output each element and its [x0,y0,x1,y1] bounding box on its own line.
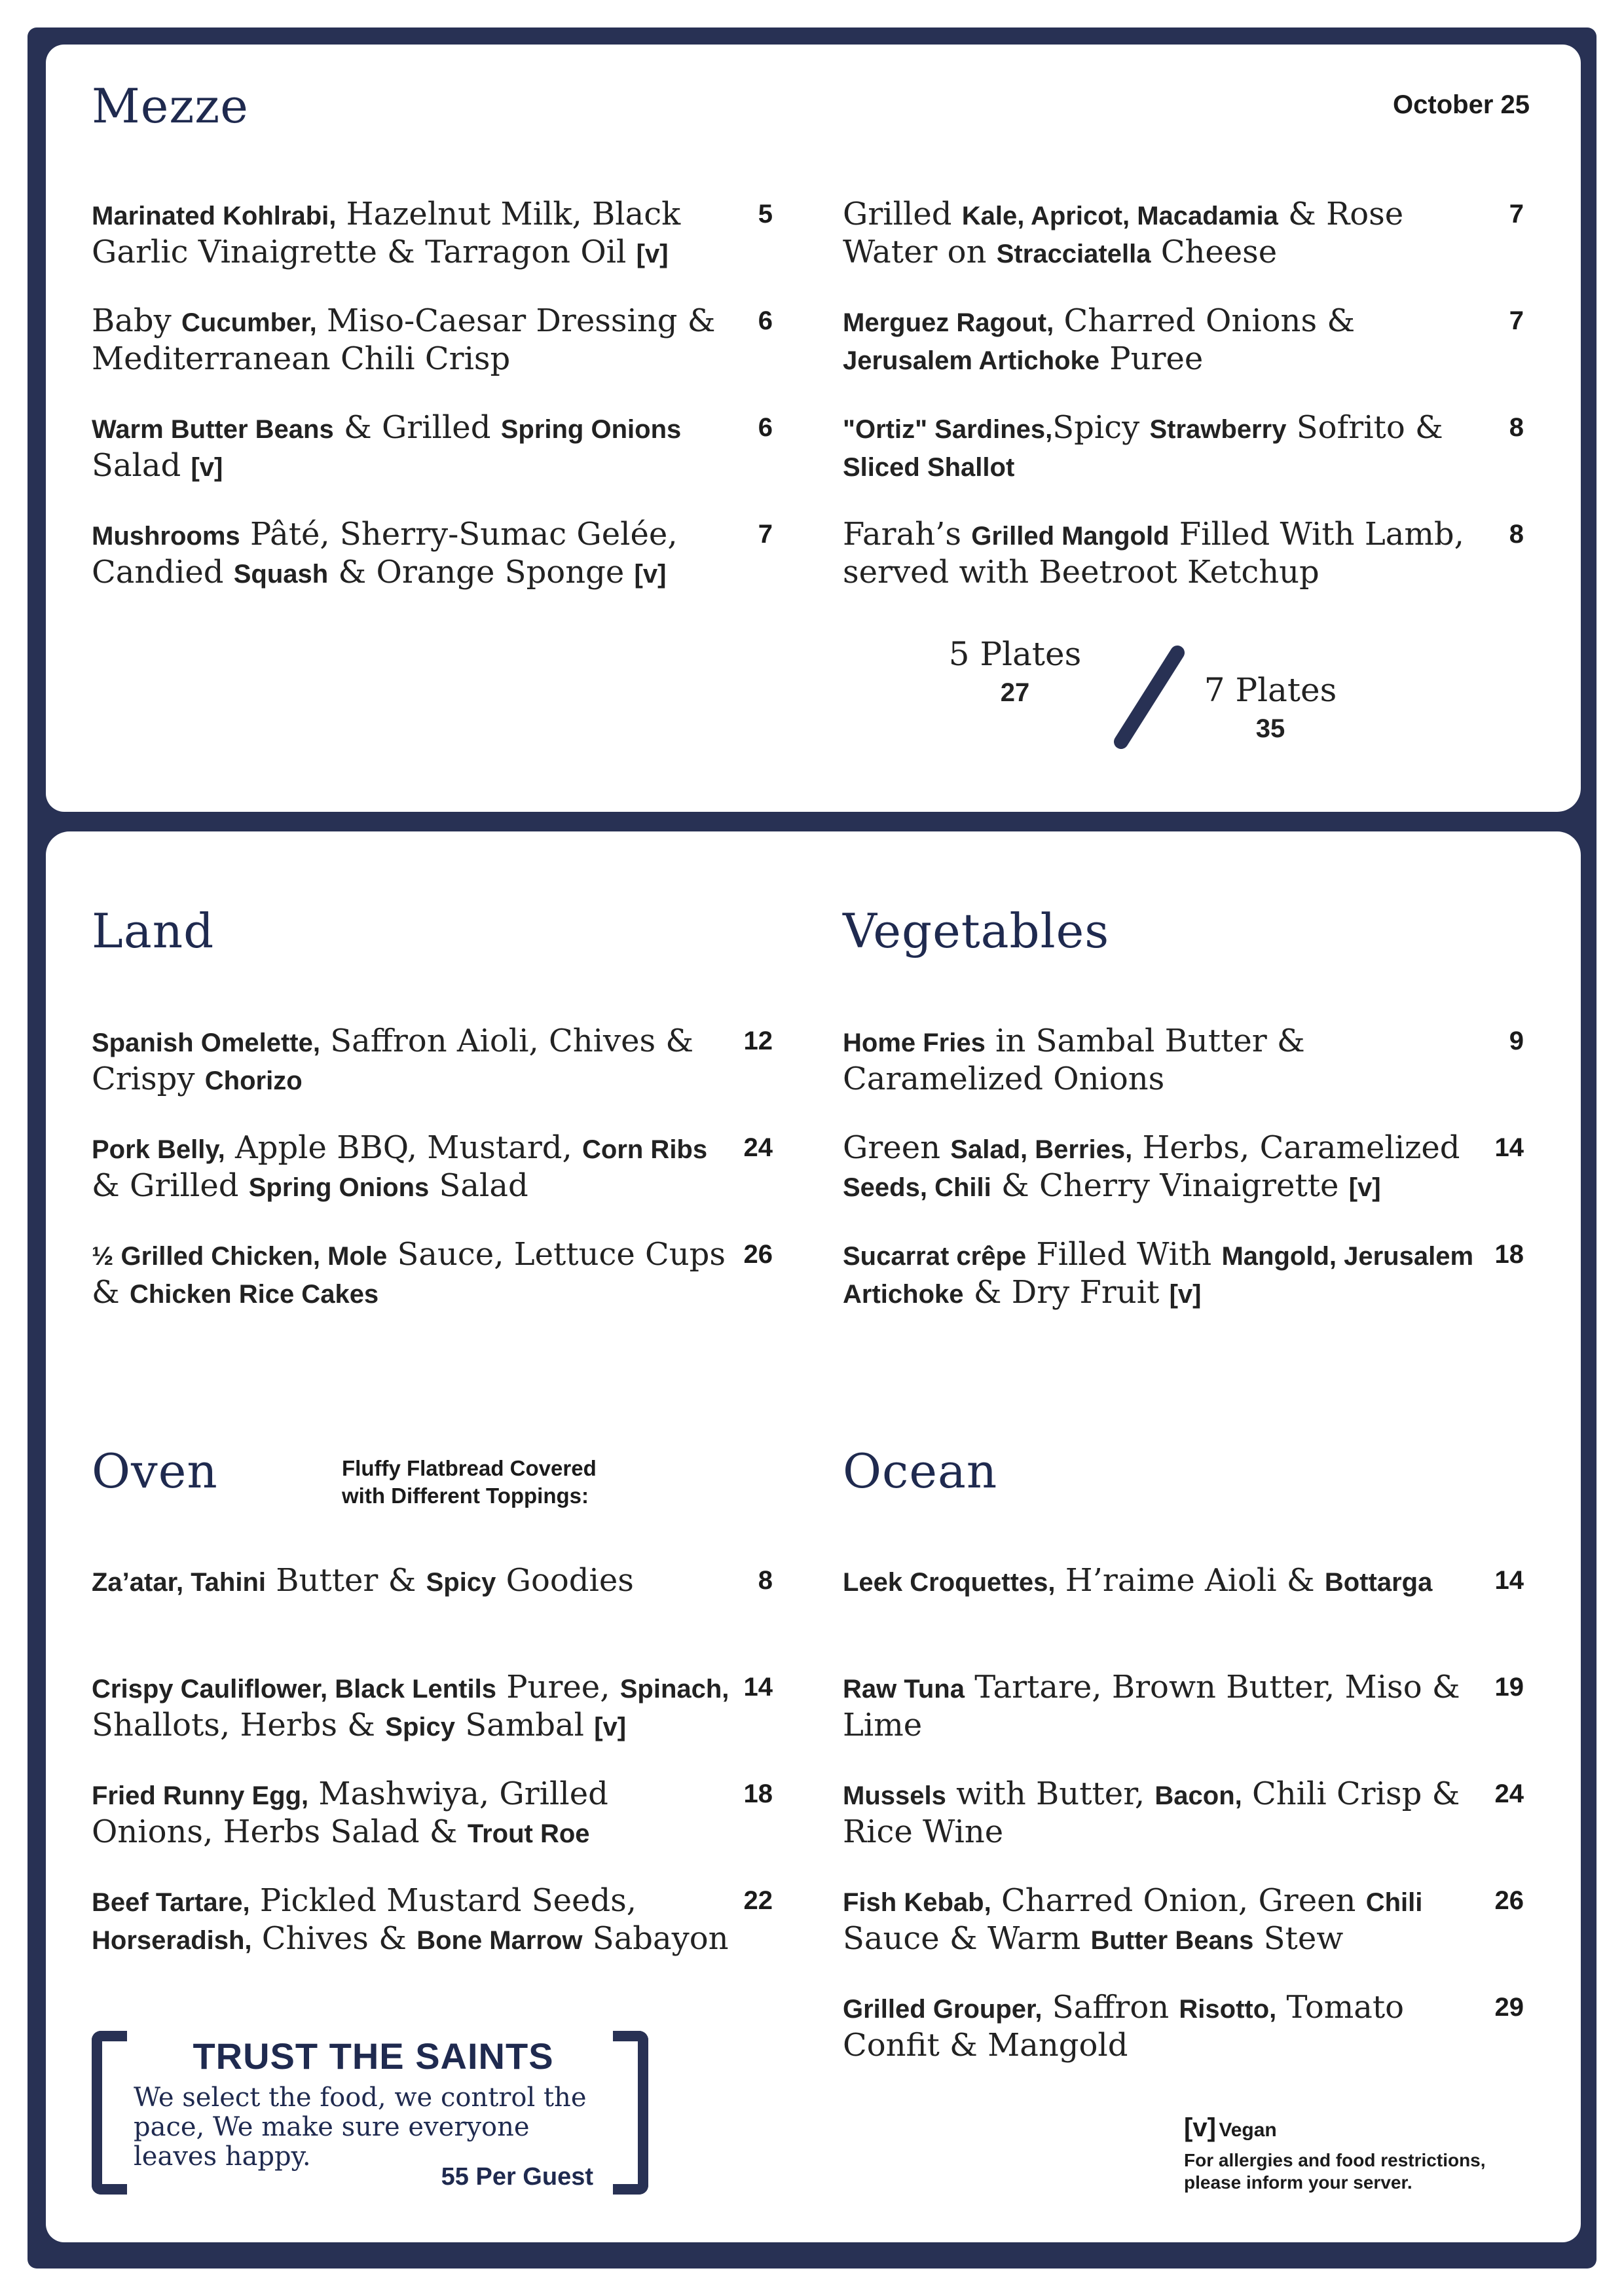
description-segment: Hazelnut Milk, Black Garlic Vinaigrette & Tarragon Oil [92,196,681,270]
description-segment: Trout Roe [467,1819,590,1848]
description-segment: Filled With Lamb, served with Beetroot Ketchup [843,516,1464,591]
menu-item-price: 19 [1494,1673,1524,1702]
description-segment: Apple BBQ, Mustard, [225,1129,582,1166]
description-segment: Grilled Mangold [971,522,1170,551]
menu-item [92,1883,773,1959]
menu-item-description [843,1023,1485,1097]
legend [1184,2113,1538,2194]
menu-item-description [843,1130,1485,1206]
description-segment: & Orange Sponge [328,554,635,591]
menu-item [92,196,773,272]
menu-item-price: 12 [743,1027,773,1055]
description-segment: Charred Onion, Green [991,1882,1366,1919]
menu-item [843,1237,1524,1313]
menu-item-description [843,1237,1485,1313]
description-segment: [v] [191,453,223,482]
menu-item-price: 8 [1509,413,1524,442]
description-segment: Crispy Cauliflower, Black Lentils [92,1675,496,1704]
menu-item-price: 24 [743,1133,773,1162]
menu-item-description [92,1883,733,1959]
description-segment: Mangold, Jerusalem Artichoke [843,1242,1474,1309]
description-segment: Pork Belly, [92,1135,225,1164]
menu-item-price: 26 [1494,1886,1524,1915]
description-segment: Squash [233,560,329,589]
right-bracket-icon [613,2031,648,2195]
description-segment: Tartare, Brown Butter, Miso & Lime [843,1669,1460,1743]
description-segment: Puree, [496,1669,620,1705]
menu-item [92,1130,773,1206]
menu-item-description [92,196,733,272]
description-segment: Shallots, Herbs & [92,1707,386,1743]
menu-item [843,1669,1524,1743]
menu-item-description [843,1776,1485,1850]
menu-item-price: 26 [743,1240,773,1269]
oven-note-line: with Different Toppings: [342,1484,589,1508]
menu-item-price: 7 [758,520,773,549]
menu-item-description [843,517,1485,591]
menu-item [92,410,773,486]
description-segment: Chorizo [204,1066,303,1095]
section-title-ocean: Ocean [843,1444,998,1499]
menu-item [843,1776,1524,1850]
description-segment: Pâté, Sherry-Sumac Gelée, Candied [92,516,678,591]
menu-item-description [843,410,1485,486]
menu-item [92,1776,773,1852]
menu-item-description [92,1023,733,1099]
description-segment: Warm Butter Beans [92,415,334,444]
menu-item-price: 6 [758,306,773,335]
description-segment: Sliced Shallot [843,453,1015,482]
plates-option-5 [943,635,1087,708]
description-segment: Beef Tartare, [92,1888,250,1917]
menu-item-price: 7 [1509,200,1524,228]
description-segment: Grilled Grouper, [843,1995,1043,2024]
description-segment: Stew [1253,1920,1344,1957]
trust-price: 55 Per Guest [441,2163,593,2191]
menu-item-description [92,1669,733,1745]
description-segment: Marinated Kohlrabi, [92,202,337,230]
menu-item-description [843,196,1485,272]
description-segment: Fish Kebab, [843,1888,991,1917]
description-segment: Saffron [1042,1989,1179,2026]
menu-item-price: 18 [1494,1240,1524,1269]
menu-item-description [92,517,733,592]
description-segment: Butter Beans [1090,1926,1254,1955]
description-segment: Chives & [251,1920,417,1957]
menu-item [843,1990,1524,2064]
description-segment: Leek Croquettes, [843,1568,1056,1597]
description-segment: Bottarga [1324,1568,1433,1597]
left-bracket-icon [92,2031,127,2195]
menu-item-description [843,1883,1485,1959]
menu-item-price: 5 [758,200,773,228]
vegan-symbol: [v] [1184,2113,1216,2142]
description-segment: Fried Runny Egg, [92,1781,309,1810]
description-segment: with Butter, [946,1776,1155,1812]
description-segment: Baby [92,302,181,339]
slash-divider-icon [1107,645,1192,750]
menu-item-description [843,1669,1485,1743]
description-segment: & Grilled [92,1167,249,1204]
menu-item [843,1130,1524,1206]
menu-item-price: 8 [1509,520,1524,549]
description-segment: Cheese [1151,234,1278,270]
menu-item-price: 14 [743,1673,773,1702]
description-segment: in Sambal Butter & Caramelized Onions [843,1023,1305,1097]
description-segment: Jerusalem Artichoke [843,346,1100,375]
menu-item-description [843,1990,1485,2064]
menu-item-description [92,1237,733,1313]
menu-item-price: 8 [758,1566,773,1595]
menu-item-price: 9 [1509,1027,1524,1055]
description-segment: Spring Onions [248,1173,430,1202]
description-segment: Bacon, [1154,1781,1242,1810]
description-segment: Green [843,1129,951,1166]
description-segment: Farah’s [843,516,972,553]
menu-item [92,1563,773,1601]
menu-item [92,1669,773,1745]
description-segment: Spring Onions [500,415,682,444]
description-segment: & Rose Water on [843,196,1404,270]
oven-note [342,1455,597,1510]
section-title-vegetables: Vegetables [843,903,1110,958]
description-segment: Filled With [1026,1236,1222,1273]
description-segment: & Grilled [333,409,501,446]
description-segment: Bone Marrow [416,1926,583,1955]
description-segment: Tomato Confit & Mangold [843,1989,1405,2064]
description-segment: [v] [634,560,667,589]
menu-item [92,517,773,592]
menu-item [843,1883,1524,1959]
description-segment: Sabayon [582,1920,729,1957]
description-segment: Spanish Omelette, [92,1029,320,1057]
description-segment: [v] [594,1713,627,1741]
description-segment: & Cherry Vinaigrette [991,1167,1349,1204]
menu-item [843,410,1524,486]
menu-item [843,1563,1524,1601]
description-segment: Salad, Berries, [950,1135,1133,1164]
description-segment: Spicy [385,1713,455,1741]
menu-item-price: 6 [758,413,773,442]
menu-item [843,303,1524,379]
description-segment: Salad [429,1167,528,1204]
allergy-note: For allergies and food restrictions, please inform your server. [1184,2150,1486,2193]
menu-item-price: 29 [1494,1993,1524,2022]
trust-body: We select the food, we control the pace, We make sure everyone leaves happy. [134,2083,587,2172]
description-segment: Stracciatella [996,240,1151,268]
menu-item-price: 24 [1494,1779,1524,1808]
description-segment: Spinach, [619,1675,729,1704]
description-segment: Sauce & Warm [843,1920,1091,1957]
plates-label: 7 Plates [1204,671,1337,709]
menu-item-price: 14 [1494,1566,1524,1595]
description-segment: & Dry Fruit [963,1274,1170,1311]
menu-item-description [92,1776,733,1852]
menu-date: October 25 [1393,90,1530,119]
description-segment: Puree [1099,340,1204,377]
description-segment: [v] [1169,1280,1202,1309]
description-segment: Home Fries [843,1029,986,1057]
description-segment: ½ Grilled Chicken, Mole [92,1242,388,1271]
description-segment: Strawberry [1149,415,1287,444]
menu-item-description [843,303,1485,379]
description-segment: Raw Tuna [843,1675,965,1704]
description-segment: Chicken Rice Cakes [129,1280,379,1309]
trust-the-saints-box [92,2031,648,2195]
section-title-land: Land [92,903,215,958]
description-segment: Mushrooms [92,522,240,551]
description-segment: [v] [636,240,669,268]
description-segment: Herbs, Caramelized [1132,1129,1460,1166]
vegan-label: Vegan [1219,2119,1277,2141]
menu-item [843,1023,1524,1097]
section-title-mezze: Mezze [92,79,249,134]
description-segment: Chili [1365,1888,1423,1917]
description-segment: Mussels [843,1781,946,1810]
oven-note-line: Fluffy Flatbread Covered [342,1456,597,1480]
description-segment: Charred Onions & [1054,302,1356,339]
menu-item-price: 18 [743,1779,773,1808]
description-segment: Butter & [266,1562,426,1599]
plates-label: 5 Plates [948,635,1082,673]
section-title-oven: Oven [92,1444,218,1499]
menu-item [843,196,1524,272]
description-segment: Salad [92,447,191,484]
description-segment: Horseradish, [92,1926,252,1955]
description-segment: Seeds, Chili [843,1173,991,1202]
menu-item-price: 7 [1509,306,1524,335]
description-segment: "Ortiz" Sardines, [843,415,1053,444]
description-segment: Sofrito & [1286,409,1443,446]
description-segment: Sambal [454,1707,595,1743]
menu-item-description [843,1563,1485,1601]
plates-option-7 [1198,671,1342,744]
description-segment: Mashwiya, Grilled Onions, Herbs Salad & [92,1776,608,1850]
description-segment: Grilled [843,196,962,232]
description-segment: [v] [1348,1173,1381,1202]
description-segment: Chili Crisp & Rice Wine [843,1776,1460,1850]
description-segment: Miso-Caesar Dressing & Mediterranean Chili Crisp [92,302,716,377]
menu-item [843,517,1524,591]
description-segment: Saffron Aioli, Chives & Crispy [92,1023,694,1097]
description-segment: Goodies [496,1562,634,1599]
description-segment: Risotto, [1179,1995,1277,2024]
menu-item-description [92,410,733,486]
description-segment: Kale, Apricot, Macadamia [961,202,1278,230]
description-segment: Pickled Mustard Seeds, [249,1882,637,1919]
description-segment: Spicy [1052,409,1150,446]
description-segment: Sauce, Lettuce Cups & [92,1236,726,1311]
menu-item [92,1237,773,1313]
description-segment: Cucumber, [181,308,317,337]
description-segment: Merguez Ragout, [843,308,1054,337]
plates-price: 27 [1000,678,1030,707]
description-segment: Za’atar, Tahini [92,1568,266,1597]
menu-item-description [92,1130,733,1206]
menu-item-price: 22 [743,1886,773,1915]
description-segment: Sucarrat crêpe [843,1242,1027,1271]
menu-item-price: 14 [1494,1133,1524,1162]
menu-item [92,303,773,377]
description-segment: Spicy [426,1568,496,1597]
description-segment: H’raime Aioli & [1055,1562,1325,1599]
menu-item-description [92,303,733,377]
description-segment: Corn Ribs [582,1135,708,1164]
plates-price: 35 [1255,714,1285,743]
menu-item [92,1023,773,1099]
menu-item-description [92,1563,733,1601]
trust-title: TRUST THE SAINTS [193,2035,554,2077]
